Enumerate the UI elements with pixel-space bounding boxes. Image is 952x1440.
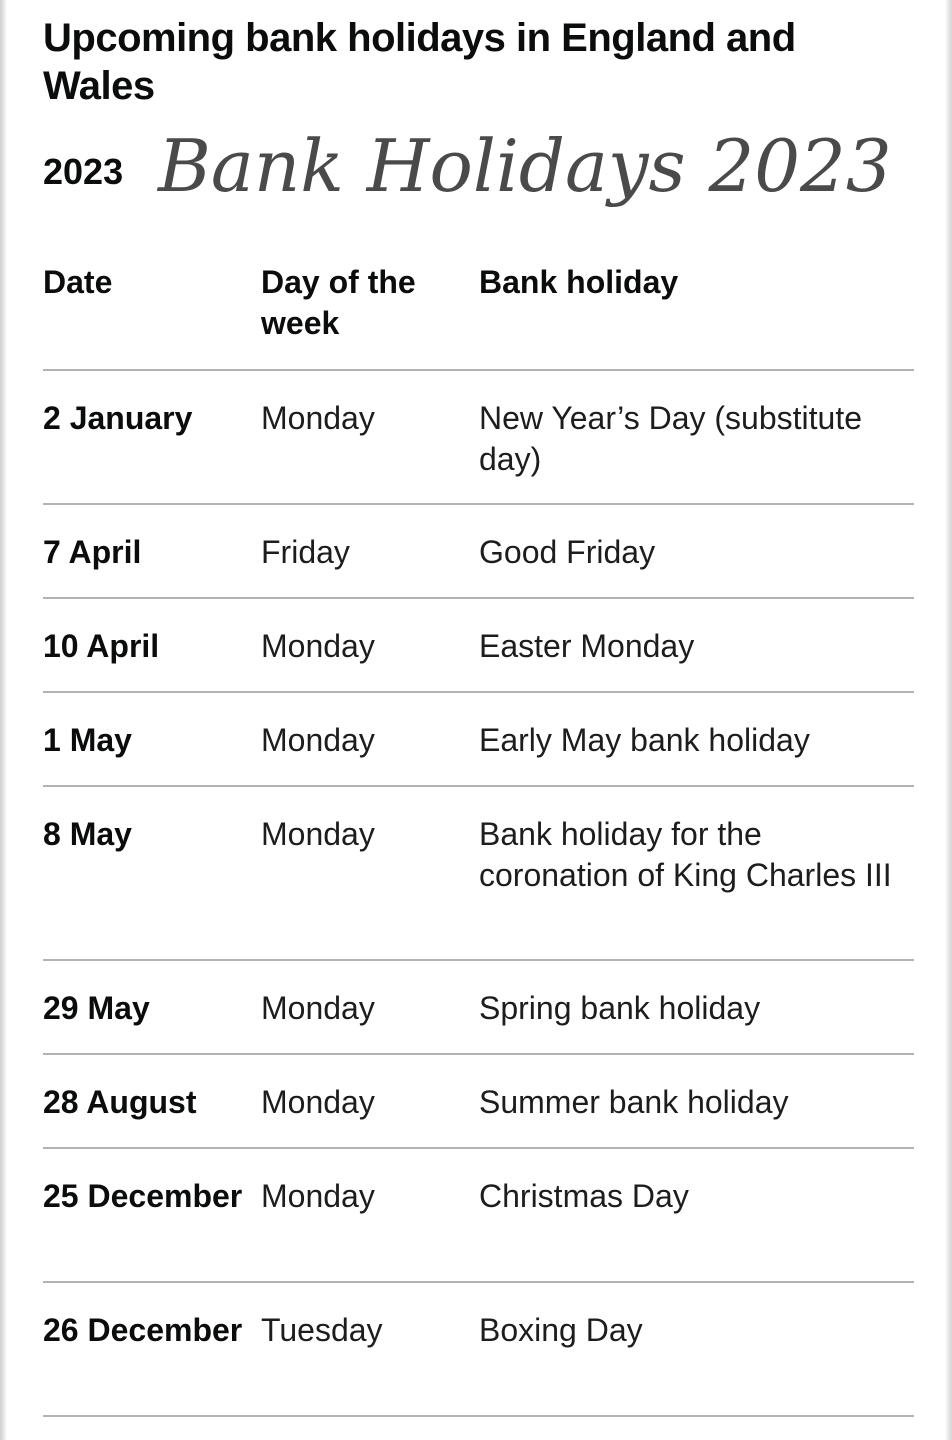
- row-holiday: New Year’s Day (substitute day): [479, 400, 863, 477]
- row-holiday: Boxing Day: [479, 1312, 643, 1348]
- decorative-title-overlay: Bank Holidays 2023: [158, 124, 892, 208]
- table-row: [43, 693, 914, 787]
- page-heading: Upcoming bank holidays in England and Wales: [43, 16, 796, 108]
- row-holiday: Spring bank holiday: [479, 990, 761, 1026]
- row-holiday: Easter Monday: [479, 628, 695, 664]
- row-date: 8 May: [43, 816, 132, 852]
- row-day: Monday: [261, 722, 375, 758]
- row-date: 25 December: [43, 1178, 243, 1214]
- row-date: 26 December: [43, 1312, 243, 1348]
- row-holiday: Christmas Day: [479, 1178, 689, 1214]
- row-day: Friday: [261, 534, 350, 570]
- row-day: Monday: [261, 400, 375, 436]
- table-row: [43, 787, 914, 961]
- row-day: Monday: [261, 816, 375, 852]
- table-row: [43, 1283, 914, 1417]
- table-row: [43, 505, 914, 599]
- header-day-of-week: Day of the week: [261, 264, 416, 341]
- row-date: 7 April: [43, 534, 142, 570]
- table-header-row: [43, 262, 914, 371]
- table-row: [43, 1149, 914, 1283]
- table-row: [43, 961, 914, 1055]
- row-date: 29 May: [43, 990, 150, 1026]
- row-holiday: Summer bank holiday: [479, 1084, 789, 1120]
- row-day: Tuesday: [261, 1312, 383, 1348]
- right-page-edge: [946, 0, 952, 1440]
- row-date: 28 August: [43, 1084, 197, 1120]
- left-page-edge: [0, 0, 6, 1440]
- row-day: Monday: [261, 628, 375, 664]
- row-date: 1 May: [43, 722, 132, 758]
- table-row: [43, 1055, 914, 1149]
- header-date: Date: [43, 264, 113, 300]
- row-holiday: Bank holiday for the coronation of King Charles III: [479, 816, 892, 893]
- bank-holidays-table: [43, 262, 914, 1417]
- row-date: 10 April: [43, 628, 160, 664]
- row-day: Monday: [261, 1178, 375, 1214]
- row-date: 2 January: [43, 400, 193, 436]
- row-day: Monday: [261, 990, 375, 1026]
- header-bank-holiday: Bank holiday: [479, 264, 679, 300]
- table-row: [43, 599, 914, 693]
- table-row: [43, 371, 914, 505]
- row-holiday: Early May bank holiday: [479, 722, 810, 758]
- year-heading: 2023: [43, 151, 124, 192]
- row-day: Monday: [261, 1084, 375, 1120]
- row-holiday: Good Friday: [479, 534, 656, 570]
